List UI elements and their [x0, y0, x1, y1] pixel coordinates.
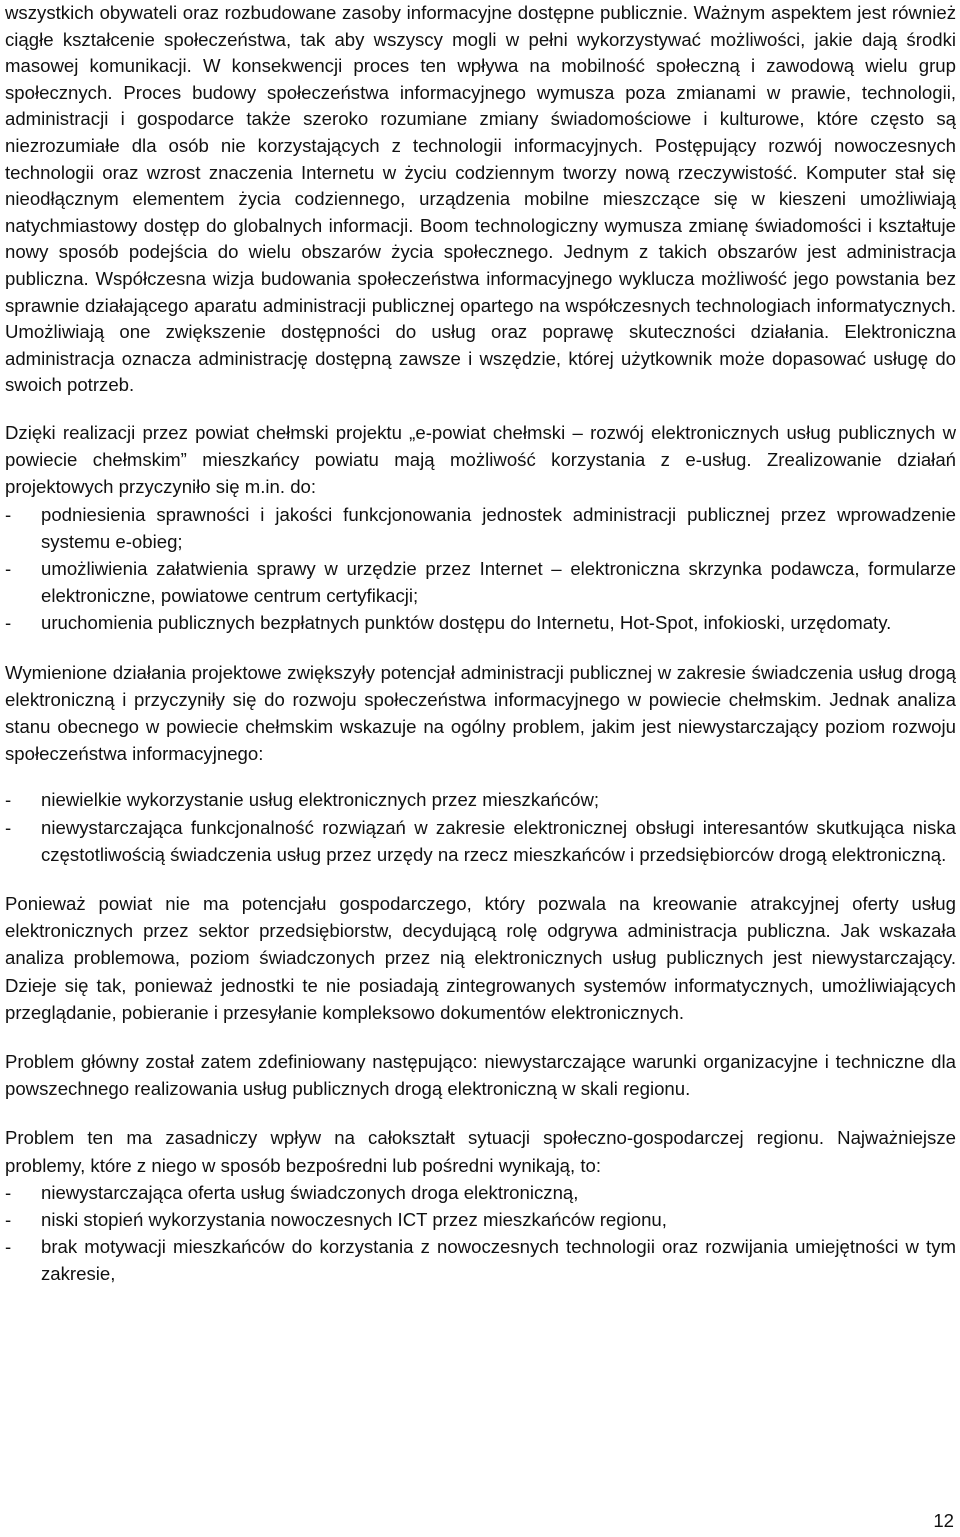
- paragraph-economy: Ponieważ powiat nie ma potencjału gospodarczego, który pozwala na kreowanie atrakcyjnej oferty usług elektronicznych przez sektor przedsiębiorstw, decydującą rolę odgrywa administracja publiczna. Jak wskazała analiza problemowa, poziom świadczonych przez nią elektronicznych usług publicznych jest niewystarczający. Dzieje się tak, ponieważ jednostki te nie posiadają zintegrowanych systemów informatycznych, umożliwiających przeglądanie, pobieranie i przesyłanie kompleksowo dokumentów elektronicznych.: [5, 892, 956, 1023]
- project-results-list: [5, 501, 956, 637]
- list-item: - niewielkie wykorzystanie usług elektronicznych przez mieszkańców;: [5, 786, 956, 813]
- list-item: - niewystarczająca oferta usług świadczonych droga elektroniczną,: [5, 1179, 956, 1206]
- impact-problems-list: [5, 1179, 956, 1288]
- page-number: 12: [933, 1510, 954, 1531]
- list-item: - brak motywacji mieszkańców do korzystania z nowoczesnych technologii oraz rozwijania umiejętności w tym zakresie,: [5, 1233, 956, 1287]
- intro-section: [5, 0, 956, 399]
- list-item: - uruchomienia publicznych bezpłatnych punktów dostępu do Internetu, Hot-Spot, infokioski, urzędomaty.: [5, 609, 956, 636]
- analysis-problems-list: [5, 786, 956, 868]
- paragraph-project: Dzięki realizacji przez powiat chełmski projektu „e-powiat chełmski – rozwój elektronicznych usług publicznych w powiecie chełmskim” mieszkańcy powiatu mają możliwość korzystania z e-usług. Zrealizowanie działań projektowych przyczyniło się m.in. do:: [5, 421, 956, 498]
- paragraph-impact: Problem ten ma zasadniczy wpływ na całokształt sytuacji społeczno-gospodarczej regionu. Najważniejsze problemy, które z niego w sposób bezpośredni lub pośredni wynikają, to:: [5, 1127, 956, 1176]
- document-body: [5, 0, 956, 1288]
- list-item: - niski stopień wykorzystania nowoczesnych ICT przez mieszkańców regionu,: [5, 1206, 956, 1233]
- paragraph-analysis: Wymienione działania projektowe zwiększyły potencjał administracji publicznej w zakresie świadczenia usług drogą elektroniczną i przyczyniły się do rozwoju społeczeństwa informacyjnego w powiecie chełmskim. Jednak analiza stanu obecnego w powiecie chełmskim wskazuje na ogólny problem, jakim jest niewystarczający poziom rozwoju społeczeństwa informacyjnego:: [5, 661, 956, 765]
- paragraph: wszystkich obywateli oraz rozbudowane zasoby informacyjne dostępne publicznie. Ważnym aspektem jest również ciągłe kształcenie społeczeństwa, tak aby wszyscy mogli w pełni wykorzystywać możliwości, jakie dają środki masowej komunikacji. W konsekwencji proces ten wpływa na mobilność społeczną i zawodową wielu grup społecznych. Proces budowy społeczeństwa informacyjnego wymusza poza zmianami w prawie, technologii, administracji i gospodarce także szeroko rozumiane zmiany świadomościowe i kulturowe, które często są niezrozumiałe dla osób nie korzystających z technologii informacyjnych. Postępujący rozwój nowoczesnych technologii oraz wzrost znaczenia Internetu w życiu codziennym tworzy nową rzeczywistość. Komputer stał się nieodłącznym elementem życia codziennego, urządzenia mobilne mieszczące się w kieszeni umożliwiają natychmiastowy dostęp do globalnych informacji. Boom technologiczny wymusza zmianę świadomości i kształtuje nowy sposób podejścia do wielu obszarów życia społecznego. Jednym z takich obszarów jest administracja publiczna. Współczesna wizja budowania społeczeństwa informacyjnego wyklucza możliwość jego powstania bez sprawnie działającego aparatu administracji publicznej opartego na współczesnych technologiach informatycznych. Umożliwiają one zwiększenie dostępności do usług oraz poprawę skuteczności działania. Elektroniczna administracja oznacza administrację dostępną zawsze i wszędzie, której użytkownik może dopasować usługę do swoich potrzeb.: [5, 2, 956, 396]
- list-item: - niewystarczająca funkcjonalność rozwiązań w zakresie elektronicznej obsługi interesantów skutkująca niska częstotliwością świadczenia usług przez urzędy na rzecz mieszkańców i przedsiębiorców drogą elektroniczną.: [5, 814, 956, 868]
- list-item: - umożliwienia załatwienia sprawy w urzędzie przez Internet – elektroniczna skrzynka podawcza, formularze elektroniczne, powiatowe centrum certyfikacji;: [5, 555, 956, 609]
- paragraph-main-problem: Problem główny został zatem zdefiniowany następująco: niewystarczające warunki organizacyjne i techniczne dla powszechnego realizowania usług publicznych drogą elektroniczną w skali regionu.: [5, 1050, 956, 1100]
- list-item: - podniesienia sprawności i jakości funkcjonowania jednostek administracji publicznej przez wprowadzenie systemu e-obieg;: [5, 501, 956, 555]
